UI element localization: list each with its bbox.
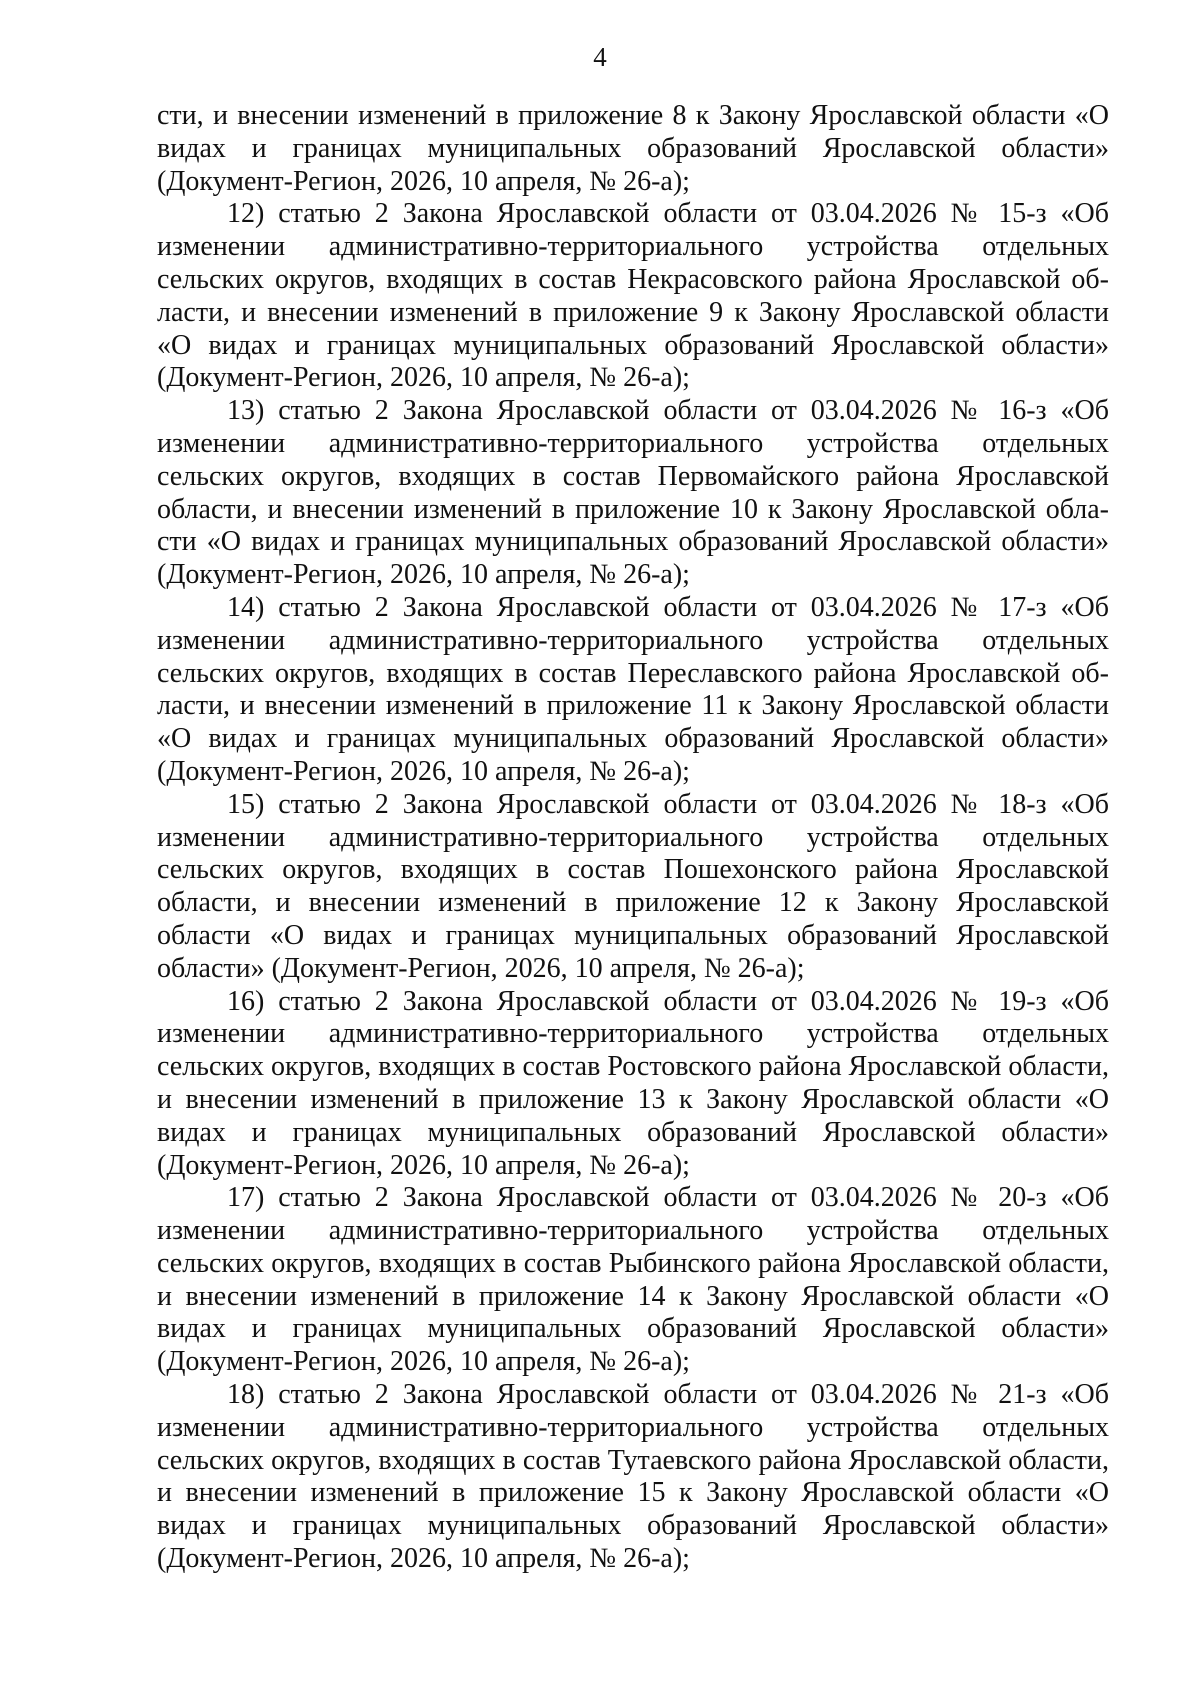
- page-number: 4: [593, 42, 607, 72]
- list-item-13: 13) статью 2 Закона Ярославской области от 03.04.2026 № 16-з «Об изменении административно-территориального устройства отдельных сельских округов, входящих в состав Первомайского района Ярославской области, и внесении изменений в приложение 10 к Закону Ярославской области «О видах и границах муниципальных образований Ярославской области» (Документ-Регион, 2026, 10 апреля, № 26-а);: [157, 395, 1109, 591]
- list-item-16: 16) статью 2 Закона Ярославской области от 03.04.2026 № 19-з «Об изменении административно-территориального устройства отдельных сельских округов, входящих в состав Ростовского района Ярославской области, и внесении изменений в приложение 13 к Закону Ярославской области «О видах и границах муниципальных образований Ярославской области» (Документ-Регион, 2026, 10 апреля, № 26-а);: [157, 985, 1109, 1181]
- list-item-14: 14) статью 2 Закона Ярославской области от 03.04.2026 № 17-з «Об изменении административно-территориального устройства отдельных сельских округов, входящих в состав Переславского района Ярославской области, и внесении изменений в приложение 11 к Закону Ярославской области «О видах и границах муниципальных образований Ярославской области» (Документ-Регион, 2026, 10 апреля, № 26-а);: [157, 591, 1109, 787]
- document-body: [157, 100, 1109, 1576]
- list-item-17: 17) статью 2 Закона Ярославской области от 03.04.2026 № 20-з «Об изменении административно-территориального устройства отдельных сельских округов, входящих в состав Рыбинского района Ярославской области, и внесении изменений в приложение 14 к Закону Ярославской области «О видах и границах муниципальных образований Ярославской области» (Документ-Регион, 2026, 10 апреля, № 26-а);: [157, 1182, 1109, 1378]
- list-item-18: 18) статью 2 Закона Ярославской области от 03.04.2026 № 21-з «Об изменении административно-территориального устройства отдельных сельских округов, входящих в состав Тутаевского района Ярославской области, и внесении изменений в приложение 15 к Закону Ярославской области «О видах и границах муниципальных образований Ярославской области» (Документ-Регион, 2026, 10 апреля, № 26-а);: [157, 1379, 1109, 1575]
- paragraph-continuation: сти, и внесении изменений в приложение 8 к Закону Ярославской области «О видах и границах муниципальных образований Ярославской области» (Документ-Регион, 2026, 10 апреля, № 26-а);: [157, 100, 1109, 197]
- list-item-15: 15) статью 2 Закона Ярославской области от 03.04.2026 № 18-з «Об изменении административно-территориального устройства отдельных сельских округов, входящих в состав Пошехонского района Ярославской области, и внесении изменений в приложение 12 к Закону Ярославской области «О видах и границах муниципальных образований Ярославской области» (Документ-Регион, 2026, 10 апреля, № 26-а);: [157, 788, 1109, 984]
- list-item-12: 12) статью 2 Закона Ярославской области от 03.04.2026 № 15-з «Об изменении административно-территориального устройства отдельных сельских округов, входящих в состав Некрасовского района Ярославской области, и внесении изменений в приложение 9 к Закону Ярославской области «О видах и границах муниципальных образований Ярославской области» (Документ-Регион, 2026, 10 апреля, № 26-а);: [157, 198, 1109, 394]
